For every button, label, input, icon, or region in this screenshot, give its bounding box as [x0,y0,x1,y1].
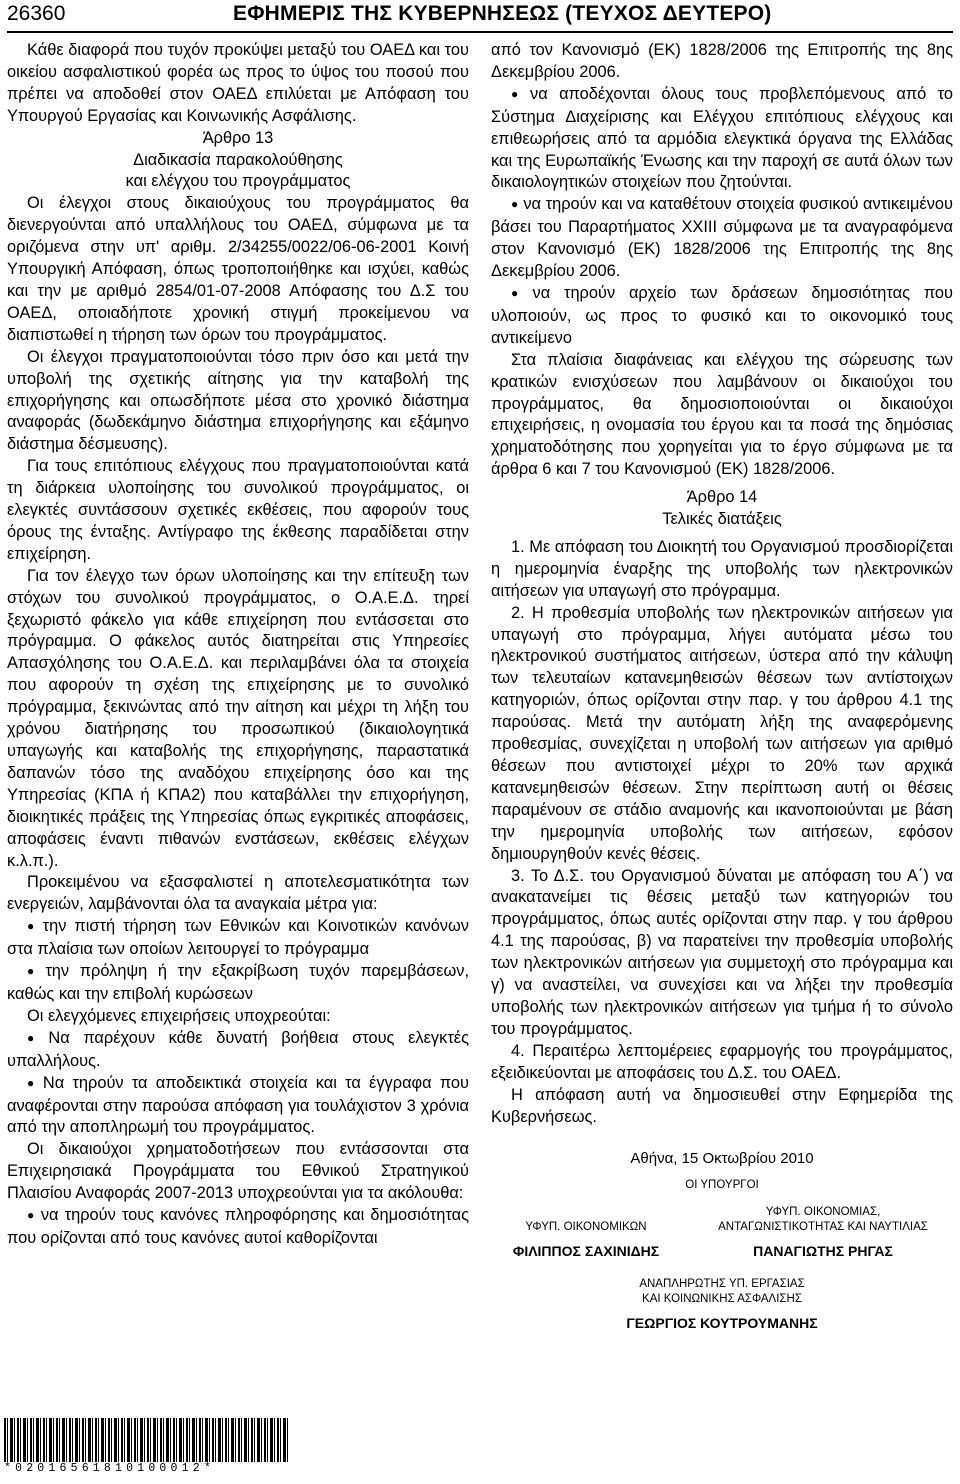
paragraph: Η απόφαση αυτή να δημοσιευθεί στην Εφημερίδα της Κυβερνήσεως. [491,1085,953,1126]
ministers-heading: ΟΙ ΥΠΟΥΡΓΟΙ [685,1179,759,1192]
signatory-role: ΑΝΑΠΛΗΡΩΤΗΣ ΥΠ. ΕΡΓΑΣΙΑΣ [639,1278,805,1291]
bullet-item: ● να τηρούν τους κανόνες πληροφόρησης και δημοσιότητας που ορίζονται από τους κανόνες αυτοί καθορίζονται [7,1205,469,1250]
article-13-subtitle: Διαδικασία παρακολούθησης [133,150,343,169]
bullet-item: ● Να τηρούν τα αποδεικτικά στοιχεία και τα έγγραφα που αναφέρονται στην παρούσα απόφαση για τουλάχιστον 3 χρόνια από την αποπληρωμή του προγράμματος. [7,1073,469,1140]
left-column [7,40,469,1250]
paragraph: 3. Το Δ.Σ. του Οργανισμού δύναται με απόφαση του Α΄) να ανακατανείμει τις θέσεις μεταξύ των κατηγοριών του προγράμματος, όπως αυτές ορίζονται στην παρ. γ του άρθρου 4.1 της παρούσας, β) να παρατείνει την προθεσμία υποβολής των ηλεκτρονικών αιτήσεων για συμμετοχή στο πρόγραμμα και γ) να αναστείλει, να συνεχίσει και να λήξει την προθεσμία υποβολής των ηλεκτρονικών αιτήσεων για τμήμα ή το σύνολο του προγράμματος. [491,866,953,1038]
paragraph: Για τους επιτόπιους ελέγχους που πραγματοποιούνται κατά τη διάρκεια υλοποίησης του συνολικού προγράμματος, οι ελεγκτές συντάσσουν σχετικές εκθέσεις, που αφορούν τους όρους της ένταξης. Αντίγραφο της έκθεσης παραδίδεται στην επιχείρηση. [7,457,469,563]
signatory-role: ΥΦΥΠ. ΟΙΚΟΝΟΜΙΑΣ, [765,1206,881,1219]
paragraph: 1. Με απόφαση του Διοικητή του Οργανισμού προσδιορίζεται η ημερομηνία έναρξης της υποβολής των ηλεκτρονικών αιτήσεων για υπαγωγή στο πρόγραμμα. [491,537,953,600]
page-number: 26360 [7,2,66,25]
article-13-subtitle: και ελέγχου του προγράμματος [125,172,351,191]
paragraph: Στα πλαίσια διαφάνειας και ελέγχου της σώρευσης των κρατικών ενισχύσεων που λαμβάνουν οι δικαιούχοι του προγράμματος, θα δημοσιοποιούνται οι δικαιούχοι επιχειρήσεις, η ονομασία του έργου και τα ποσά της δημόσιας χρηματοδότησης που χορηγείται για το έργο σύμφωνα με τα άρθρα 6 και 7 του Κανονισμού (ΕΚ) 1828/2006. [491,350,953,479]
bullet-item: ● να τηρούν και να καταθέτουν στοιχεία φυσικού αντικειμένου βάσει του Παραρτήματος XXIII σύμφωνα με τα αναγραφόμενα στον Κανονισμό (ΕΚ) 1828/2006 της Επιτροπής της 8ης Δεκεμβρίου 2006. [491,194,953,283]
bullet-item: ● να τηρούν αρχείο των δράσεων δημοσιότητας που υλοποιούν, ως προς το φυσικό και το οικονομικό τους αντικείμενο [491,283,953,350]
bullet-item: ● να αποδέχονται όλους τους προβλεπόμενους από το Σύστημα Διαχείρισης και Ελέγχου επιτόπιους ελέγχους και επιθεωρήσεις από τα αρμόδια ελεγκτικά όργανα της Ελλάδας και της Ευρωπαϊκής Ένωσης και την παροχή σε αυτά όλων των δικαιολογητικών στοιχείων που ζητούνται. [491,84,953,195]
barcode-bars [4,1418,290,1462]
paragraph: Οι ελεγχόμενες επιχειρήσεις υποχρεούται: [27,1006,331,1025]
signatory-role: ΚΑΙ ΚΟΙΝΩΝΙΚΗΣ ΑΣΦΑΛΙΣΗΣ [642,1293,802,1306]
paragraph: Οι έλεγχοι πραγματοποιούνται τόσο πριν όσο και μετά την υποβολή της σχετικής αίτησης για την καταβολή της επιχορήγησης και οπωσδήποτε μέσα στο χρονικό διάστημα αναφοράς (δωδεκάμηνο διάστημα επιχορήγησης και εξάμηνο διάστημα δέσμευσης). [7,347,469,454]
signatory-role: ΥΦΥΠ. ΟΙΚΟΝΟΜΙΚΩΝ [525,1221,647,1234]
paragraph: Για τον έλεγχο των όρων υλοποίησης και την επίτευξη των στόχων του συνολικού προγράμματος, ο Ο.Α.Ε.Δ. τηρεί ξεχωριστό φάκελο για κάθε επιχείρηση που εντάσσεται στο πρόγραμμα. Ο φάκελος αυτός διατηρείται στις Υπηρεσίες Απασχόλησης του Ο.Α.Ε.Δ. και περιλαμβάνει όλα τα στοιχεία που αφορούν τη σχέση της επιχείρησης με το συνολικό πρόγραμμα, ξεκινώντας από την αίτηση και μέχρι τη λήξη του χρόνου διατήρησης του προσωπικού (δικαιολογητικά υπαγωγής και καταβολής της επιχορήγησης, παραστατικά δαπανών τόσο της αναδόχου επιχείρησης όσο και της Υπηρεσίας (ΚΠΑ ή ΚΠΑ2) που καταβάλλει την επιχορήγηση, διοικητικές πράξεις της Υπηρεσίας όπως εγκριτικές αποφάσεις, αποφάσεις έναντι πιθανών ενστάσεων, εκθέσεις ελέγχων κ.λ.π.). [7,566,469,870]
page-header [0,0,960,36]
signatory-name: ΓΕΩΡΓΙΟΣ ΚΟΥΤΡΟΥΜΑΝΗΣ [626,1315,818,1332]
signatory-2 [693,1205,953,1261]
signatory-role: ΑΝΤΑΓΩΝΙΣΤΙΚΟΤΗΤΑΣ ΚΑΙ ΝΑΥΤΙΛΙΑΣ [718,1221,928,1234]
signatory-3 [491,1277,953,1333]
article-14-title: Άρθρο 14 [686,488,758,507]
right-column [491,40,953,1333]
barcode-number: *02016561810100012* [4,1462,215,1475]
signature-block [491,1148,953,1333]
paragraph: 2. Η προθεσμία υποβολής των ηλεκτρονικών αιτήσεων για υπαγωγή στο πρόγραμμα, λήγει αυτόματα μέσω του ηλεκτρονικού συστήματος αιτήσεων, ύστερα από την κάλυψη των τελευταίων κατανεμηθεισών θέσεων των αντίστοιχων κατηγοριών, όπως ορίζονται στην παρ. γ του άρθρου 4.1 της παρούσας. Μετά την αυτόματη λήξη της αναφερόμενης προθεσμίας, συνεχίζεται η υποβολή των αιτήσεων για αριθμό θέσεων που αντιστοιχεί μέχρι το 20% των αρχικά κατανεμηθεισών θέσεων. Στην περίπτωση αυτή οι θέσεις παραμένουν σε στάδιο αναμονής και ικανοποιούνται με βάση την ημερομηνία υποβολής των αιτήσεων, εφόσον δημιουργηθούν κενές θέσεις. [491,603,953,863]
header-rule [7,31,953,33]
bullet-item: ● την πρόληψη ή την εξακρίβωση τυχόν παρεμβάσεων, καθώς και την επιβολή κυρώσεων [7,961,469,1006]
gazette-title: ΕΦΗΜΕΡΙΣ ΤΗΣ ΚΥΒΕΡΝΗΣΕΩΣ (ΤΕΥΧΟΣ ΔΕΥΤΕΡΟ) [233,2,772,25]
paragraph: Προκειμένου να εξασφαλιστεί η αποτελεσματικότητα των ενεργειών, λαμβάνονται όλα τα αναγκαία μέτρα για: [7,873,469,914]
signatory-name: ΦΙΛΙΠΠΟΣ ΣΑΧΙΝΙΔΗΣ [512,1243,660,1260]
paragraph: από τον Κανονισμό (ΕΚ) 1828/2006 της Επιτροπής της 8ης Δεκεμβρίου 2006. [491,41,953,81]
signatory-1 [491,1220,681,1261]
paragraph: Οι δικαιούχοι χρηματοδοτήσεων που εντάσσονται στα Επιχειρησιακά Προγράμματα του Εθνικού Στρατηγικού Πλαισίου Αναφοράς 2007-2013 υποχρεούνται για τα ακόλουθα: [7,1140,469,1203]
paragraph: Οι έλεγχοι στους δικαιούχους του προγράμματος θα διενεργούνται από υπαλλήλους του ΟΑΕΔ, σύμφωνα με τα οριζόμενα στην υπ' αριθμ. 2/34255/0022/06-06-2001 Κοινή Υπουργική Απόφαση, όπως τροποποιήθηκε και ισχύει, καθώς και την με αριθμό 2854/01-07-2008 Απόφασης του Δ.Σ του ΟΑΕΔ, οποιαδήποτε χρονική στιγμή προκείμενου να διαπιστωθεί η τήρηση των όρων του προγράμματος. [7,194,469,344]
article-13-title: Άρθρο 13 [202,128,274,147]
paragraph: 4. Περαιτέρω λεπτομέρειες εφαρμογής του προγράμματος, εξειδικεύονται με αποφάσεις του Δ.Σ. του ΟΑΕΔ. [491,1041,953,1082]
bullet-item: ● την πιστή τήρηση των Εθνικών και Κοινοτικών κανόνων στα πλαίσια των οποίων λειτουργεί το πρόγραμμα [7,916,469,961]
article-14-subtitle: Τελικές διατάξεις [662,510,782,529]
date-line: Αθήνα, 15 Οκτωβρίου 2010 [630,1150,814,1168]
barcode [4,1418,290,1474]
bullet-item: ● Να παρέχουν κάθε δυνατή βοήθεια στους ελεγκτές υπαλλήλους. [7,1028,469,1073]
signatory-name: ΠΑΝΑΓΙΩΤΗΣ ΡΗΓΑΣ [753,1243,893,1260]
paragraph: Κάθε διαφορά που τυχόν προκύψει μεταξύ του ΟΑΕΔ και του οικείου ασφαλιστικού φορέα ως προς το ύψος του ποσού που πρέπει να αποδοθεί στον ΟΑΕΔ επιλύεται με Απόφαση του Υπουργού Εργασίας και Κοινωνικής Ασφάλισης. [7,41,469,125]
signature-row [491,1205,953,1261]
